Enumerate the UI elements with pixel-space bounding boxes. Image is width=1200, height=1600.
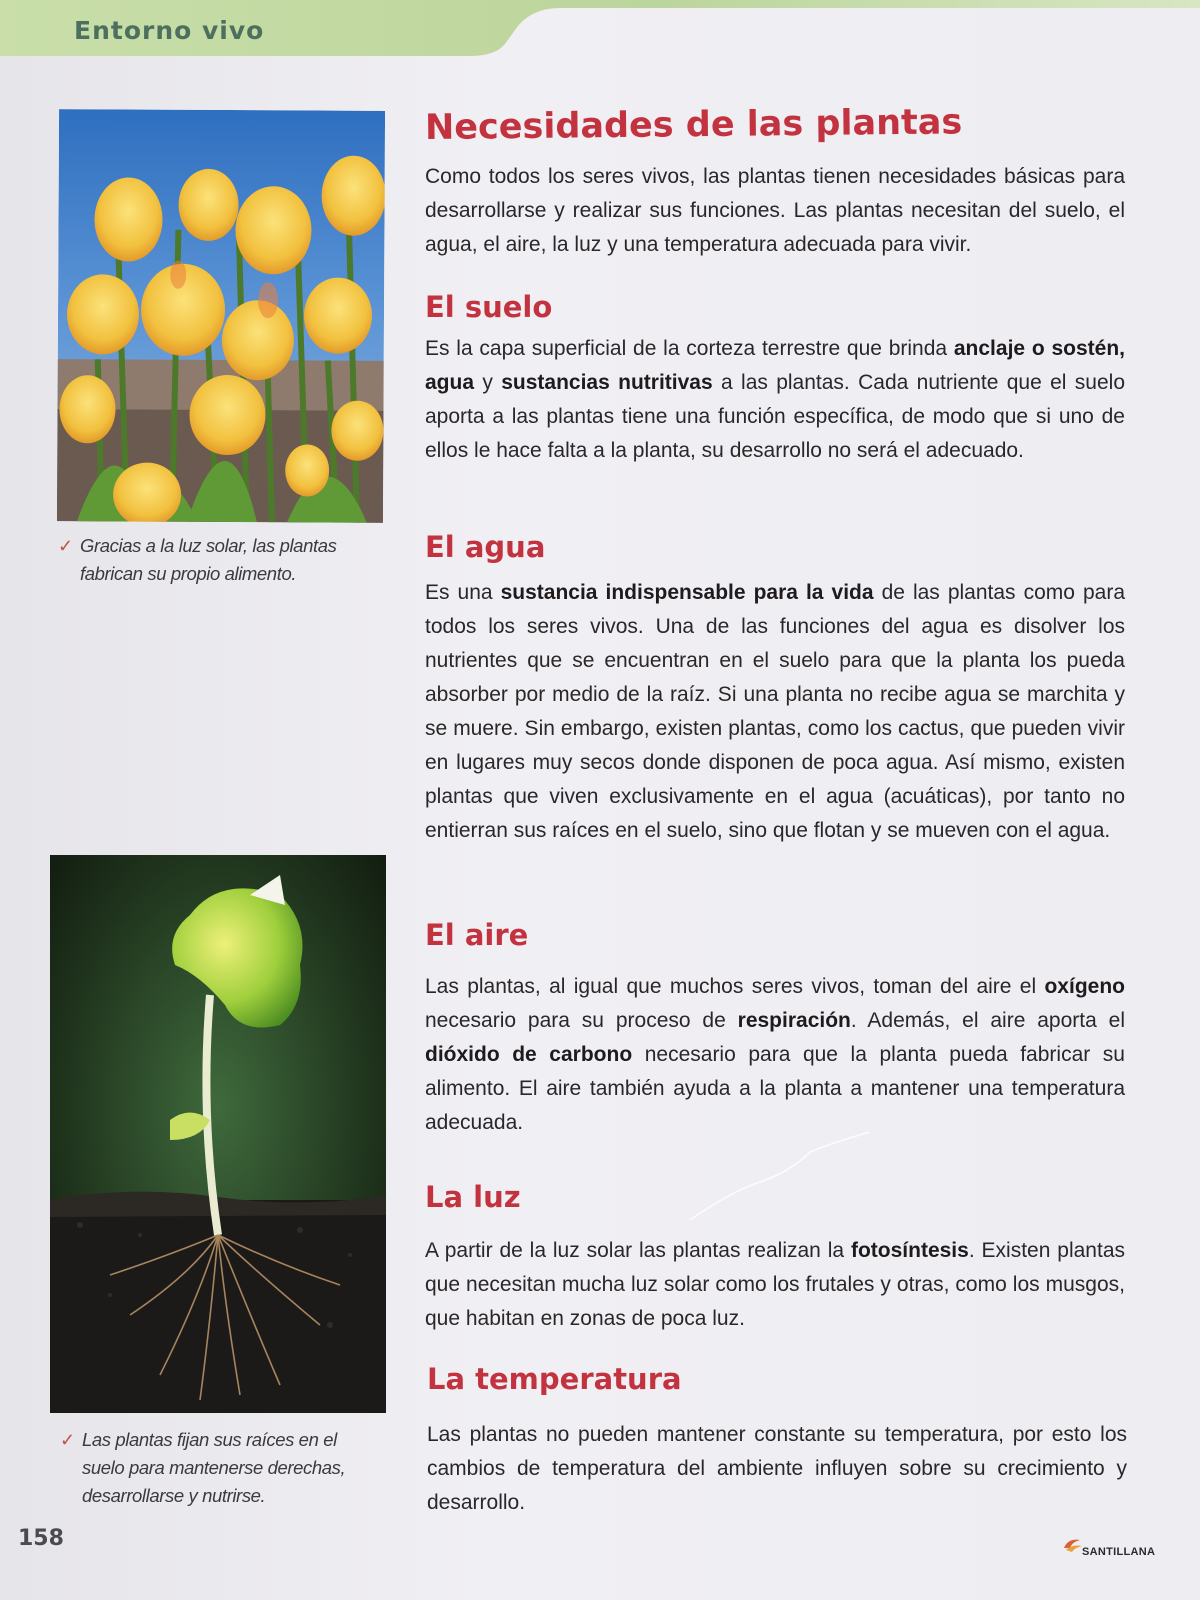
section-body-temperatura: Las plantas no pueden mantener constante su temperatura, por esto los cambios de temperatura del ambiente influyen sobre su crecimiento y desarrollo.: [427, 1423, 1127, 1514]
paper-crease: [690, 1132, 870, 1222]
page-number: 158: [18, 1526, 64, 1551]
page-title: Necesidades de las plantas: [424, 102, 963, 148]
intro-paragraph: Como todos los seres vivos, las plantas tienen necesidades básicas para desarrollarse y realizar sus funciones. Las plantas necesitan del suelo, el agua, el aire, la luz y una temperatura adecuada para vivir.: [425, 165, 1125, 256]
section-title-temperatura: La temperatura: [427, 1362, 682, 1396]
section-title-luz: La luz: [425, 1180, 521, 1214]
publisher-name: SANTILLANA: [1082, 1546, 1156, 1558]
section-title-aire: El aire: [425, 918, 529, 952]
section-title-agua: El agua: [425, 530, 546, 564]
seedling-caption-text: Las plantas fijan sus raíces en el suelo para mantenerse derechas, desarrollarse y nutrirse.: [82, 1429, 346, 1506]
section-body-luz: A partir de la luz solar las plantas realizan la fotosíntesis. Existen plantas que necesitan mucha luz solar como los frutales y otras, como los musgos, que habitan en zonas de poca luz.: [425, 1239, 1125, 1330]
header-title: Entorno vivo: [74, 16, 265, 45]
tulips-caption-text: Gracias a la luz solar, las plantas fabrican su propio alimento.: [80, 535, 337, 584]
section-body-suelo: Es la capa superficial de la corteza terrestre que brinda anclaje o sostén, agua y sustancias nutritivas a las plantas. Cada nutriente que el suelo aporta a las plantas tiene una función específica, de modo que si uno de ellos le hace falta a la planta, su desarrollo no será el adecuado.: [425, 337, 1126, 462]
section-title-suelo: El suelo: [425, 290, 553, 324]
tulips-photo: [57, 109, 385, 523]
section-body-aire: Las plantas, al igual que muchos seres vivos, toman del aire el oxígeno necesario para su proceso de respiración. Además, el aire aporta el dióxido de carbono necesario para que la planta pueda fabricar su alimento. El aire también ayuda a la planta a mantener una temperatura adecuada.: [425, 975, 1125, 1134]
check-icon: ✓: [60, 1430, 75, 1450]
seedling-caption: [60, 1426, 382, 1510]
section-body-agua: Es una sustancia indispensable para la vida de las plantas como para todos los seres vivos. Una de las funciones del agua es disolver los nutrientes que se encuentran en el suelo para que la planta los pueda absorber por medio de la raíz. Si una planta no recibe agua se marchita y se muere. Sin embargo, existen plantas, como los cactus, que pueden vivir en lugares muy secos donde disponen de poca agua. Así mismo, existen plantas que viven exclusivamente en el agua (acuáticas), por tanto no entierran sus raíces en el suelo, sino que flotan y se mueven con el agua.: [425, 581, 1125, 842]
seedling-photo: [50, 855, 386, 1413]
tulips-caption: [58, 532, 380, 588]
check-icon: ✓: [58, 536, 73, 556]
santillana-logo-icon: [1062, 1536, 1084, 1554]
